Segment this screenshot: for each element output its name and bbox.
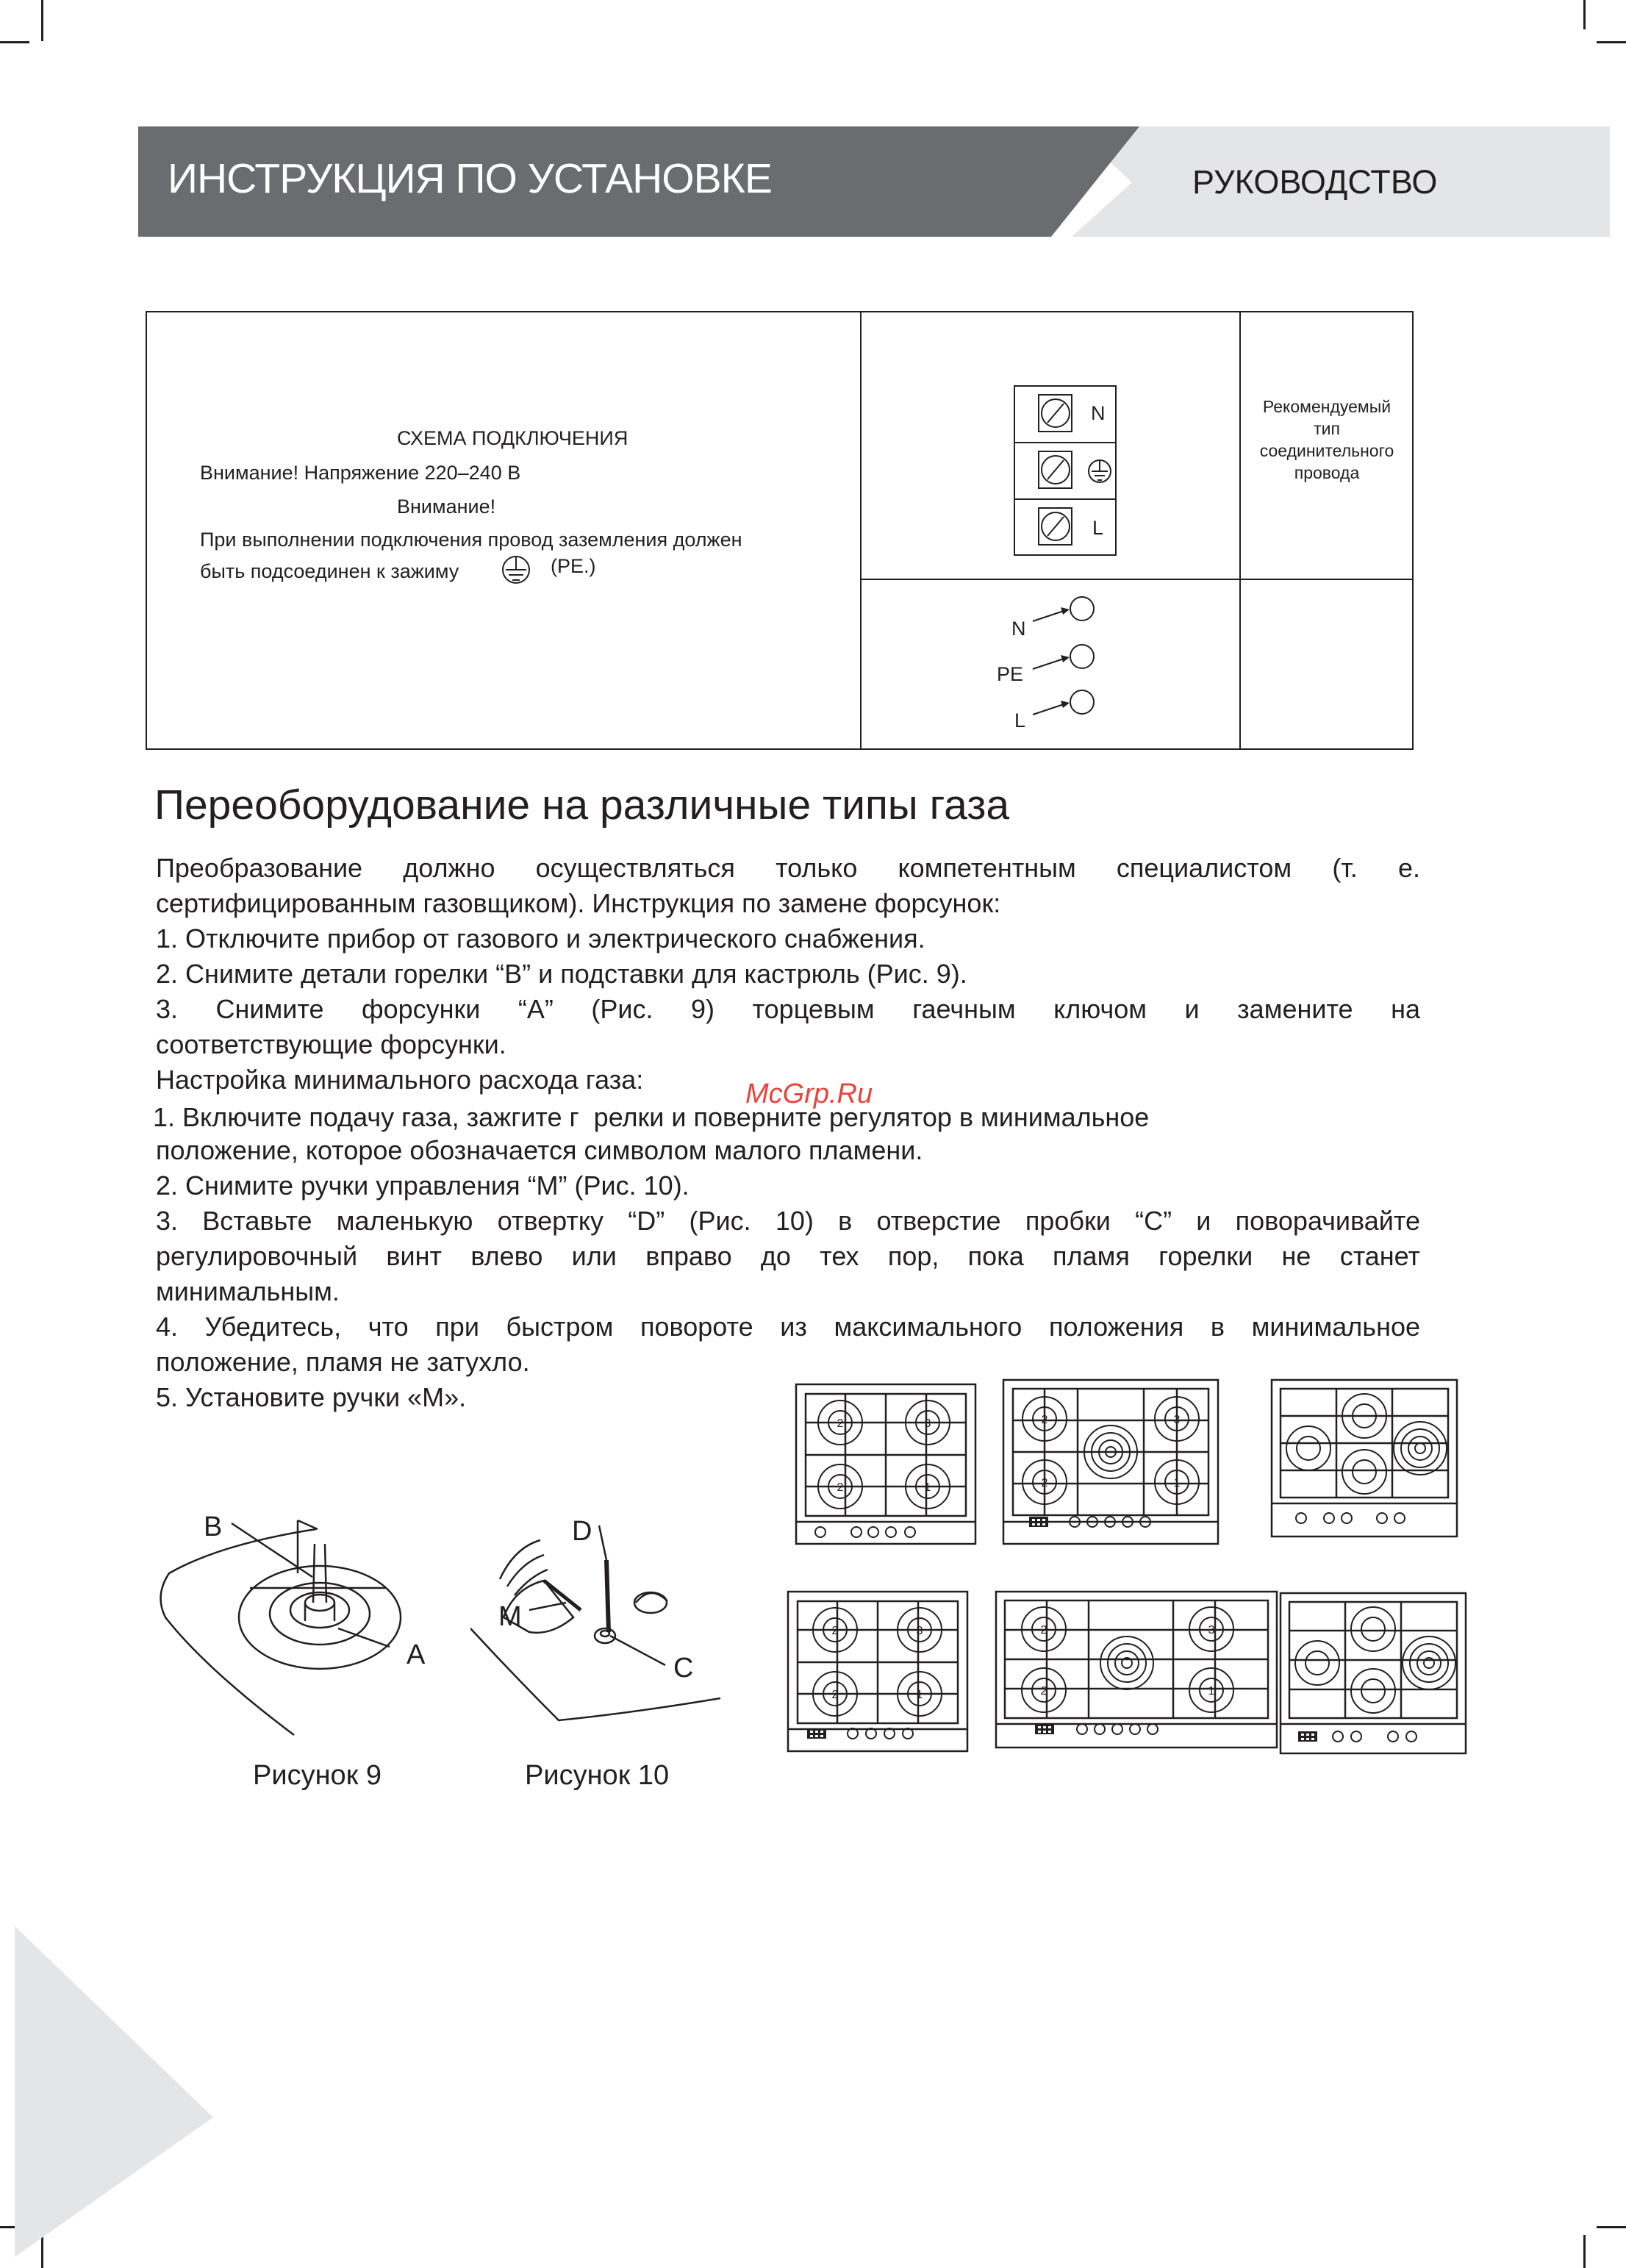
recommended-wire-line: соединительного <box>1259 441 1394 460</box>
terminal-n-label: N <box>1091 402 1106 424</box>
burner-number: 2 <box>837 1417 844 1430</box>
burner-number: 2 <box>1040 1624 1047 1636</box>
burner-number: 1 <box>1208 1685 1215 1698</box>
min-step-3-line1: 3. Вставьте маленькую отвертку “D” (Рис. 10) в отверстие пробки “C” и поворачивайте <box>156 1206 1420 1236</box>
burner-number: 3 <box>924 1417 931 1430</box>
figure-10-label-c: C <box>673 1653 694 1684</box>
ground-instruction-line2: быть подсоединен к зажиму <box>200 560 459 582</box>
watermark: McGrp.Ru <box>745 1078 873 1109</box>
burner-number: 3 <box>1173 1414 1181 1426</box>
step-2: 2. Снимите детали горелки “B” и подставки для кастрюль (Рис. 9). <box>156 959 967 989</box>
ground-suffix: (PE.) <box>551 555 596 577</box>
min-step-3-line3: минимальным. <box>156 1276 340 1306</box>
burner-number: 2 <box>1041 1477 1048 1489</box>
recommended-wire-line: Рекомендуемый <box>1262 397 1392 416</box>
attention-label: Внимание! <box>397 496 496 518</box>
intro-line1: Преобразование должно осуществляться только компетентным специалистом (т. е. <box>156 853 1420 883</box>
header-guide-label: РУКОВОДСТВО <box>1192 163 1438 201</box>
figure-10-label-d: D <box>572 1516 592 1547</box>
scheme-title: СХЕМА ПОДКЛЮЧЕНИЯ <box>397 427 628 449</box>
voltage-warning: Внимание! Напряжение 220–240 В <box>200 462 521 484</box>
crop-mark <box>1583 2235 1586 2268</box>
page-corner-decoration <box>0 1911 235 2268</box>
wire-l-label: L <box>1014 709 1026 731</box>
burner-number: 3 <box>1208 1624 1215 1636</box>
burner-number: 1 <box>1173 1477 1181 1489</box>
step-1: 1. Отключите прибор от газового и электрического снабжения. <box>156 923 925 954</box>
min-step-5: 5. Установите ручки «M». <box>156 1382 467 1412</box>
header-title: ИНСТРУКЦИЯ ПО УСТАНОВКЕ <box>168 155 772 202</box>
step-3-line1: 3. Снимите форсунки “A” (Рис. 9) торцевым гаечным ключом и замените на <box>156 994 1420 1024</box>
min-step-3-line2: регулировочный винт влево или вправо до тех пор, пока пламя горелки не станет <box>156 1241 1420 1271</box>
min-step-4-line1: 4. Убедитесь, что при быстром повороте из максимального положения в минимальное <box>156 1312 1420 1342</box>
figure-10-label-m: M <box>498 1601 522 1632</box>
crop-mark <box>1597 2226 1626 2228</box>
min-step-1-line2: положение, которое обозначается символом малого пламени. <box>156 1135 923 1165</box>
burner-number: 3 <box>916 1625 923 1637</box>
burner-number: 1 <box>924 1481 931 1494</box>
min-gas-title: Настройка минимального расхода газа: <box>156 1065 644 1095</box>
wire-pe-label: PE <box>997 663 1024 685</box>
terminal-l-label: L <box>1092 517 1104 539</box>
figure-9-label-b: B <box>204 1512 223 1542</box>
wire-n-label: N <box>1011 618 1026 640</box>
figure-9-caption: Рисунок 9 <box>253 1760 382 1791</box>
section-title: Переоборудование на различные типы газа <box>154 781 1010 829</box>
recommended-wire-line: провода <box>1294 463 1360 482</box>
burner-number: 2 <box>1040 1685 1047 1698</box>
min-step-4-line2: положение, пламя не затухло. <box>156 1347 530 1377</box>
intro-line2: сертифицированным газовщиком). Инструкция по замене форсунок: <box>156 888 1001 918</box>
recommended-wire-line: тип <box>1314 419 1340 438</box>
ground-instruction-line1: При выполнении подключения провод заземления должен <box>200 529 742 551</box>
figure-10-caption: Рисунок 10 <box>525 1760 670 1791</box>
step-3-line2: соответствующие форсунки. <box>156 1029 506 1059</box>
burner-number: 2 <box>831 1625 839 1637</box>
figure-9-label-a: A <box>406 1639 426 1670</box>
burner-number: 1 <box>916 1689 923 1701</box>
burner-number: 2 <box>831 1689 839 1701</box>
min-step-1-line1: 1. Включите подачу газа, зажгите г релки и поверните регулятор в минимальное <box>153 1102 1150 1132</box>
burner-number: 2 <box>1041 1414 1048 1426</box>
min-step-2: 2. Снимите ручки управления “M” (Рис. 10). <box>156 1170 690 1201</box>
burner-number: 2 <box>837 1481 844 1494</box>
